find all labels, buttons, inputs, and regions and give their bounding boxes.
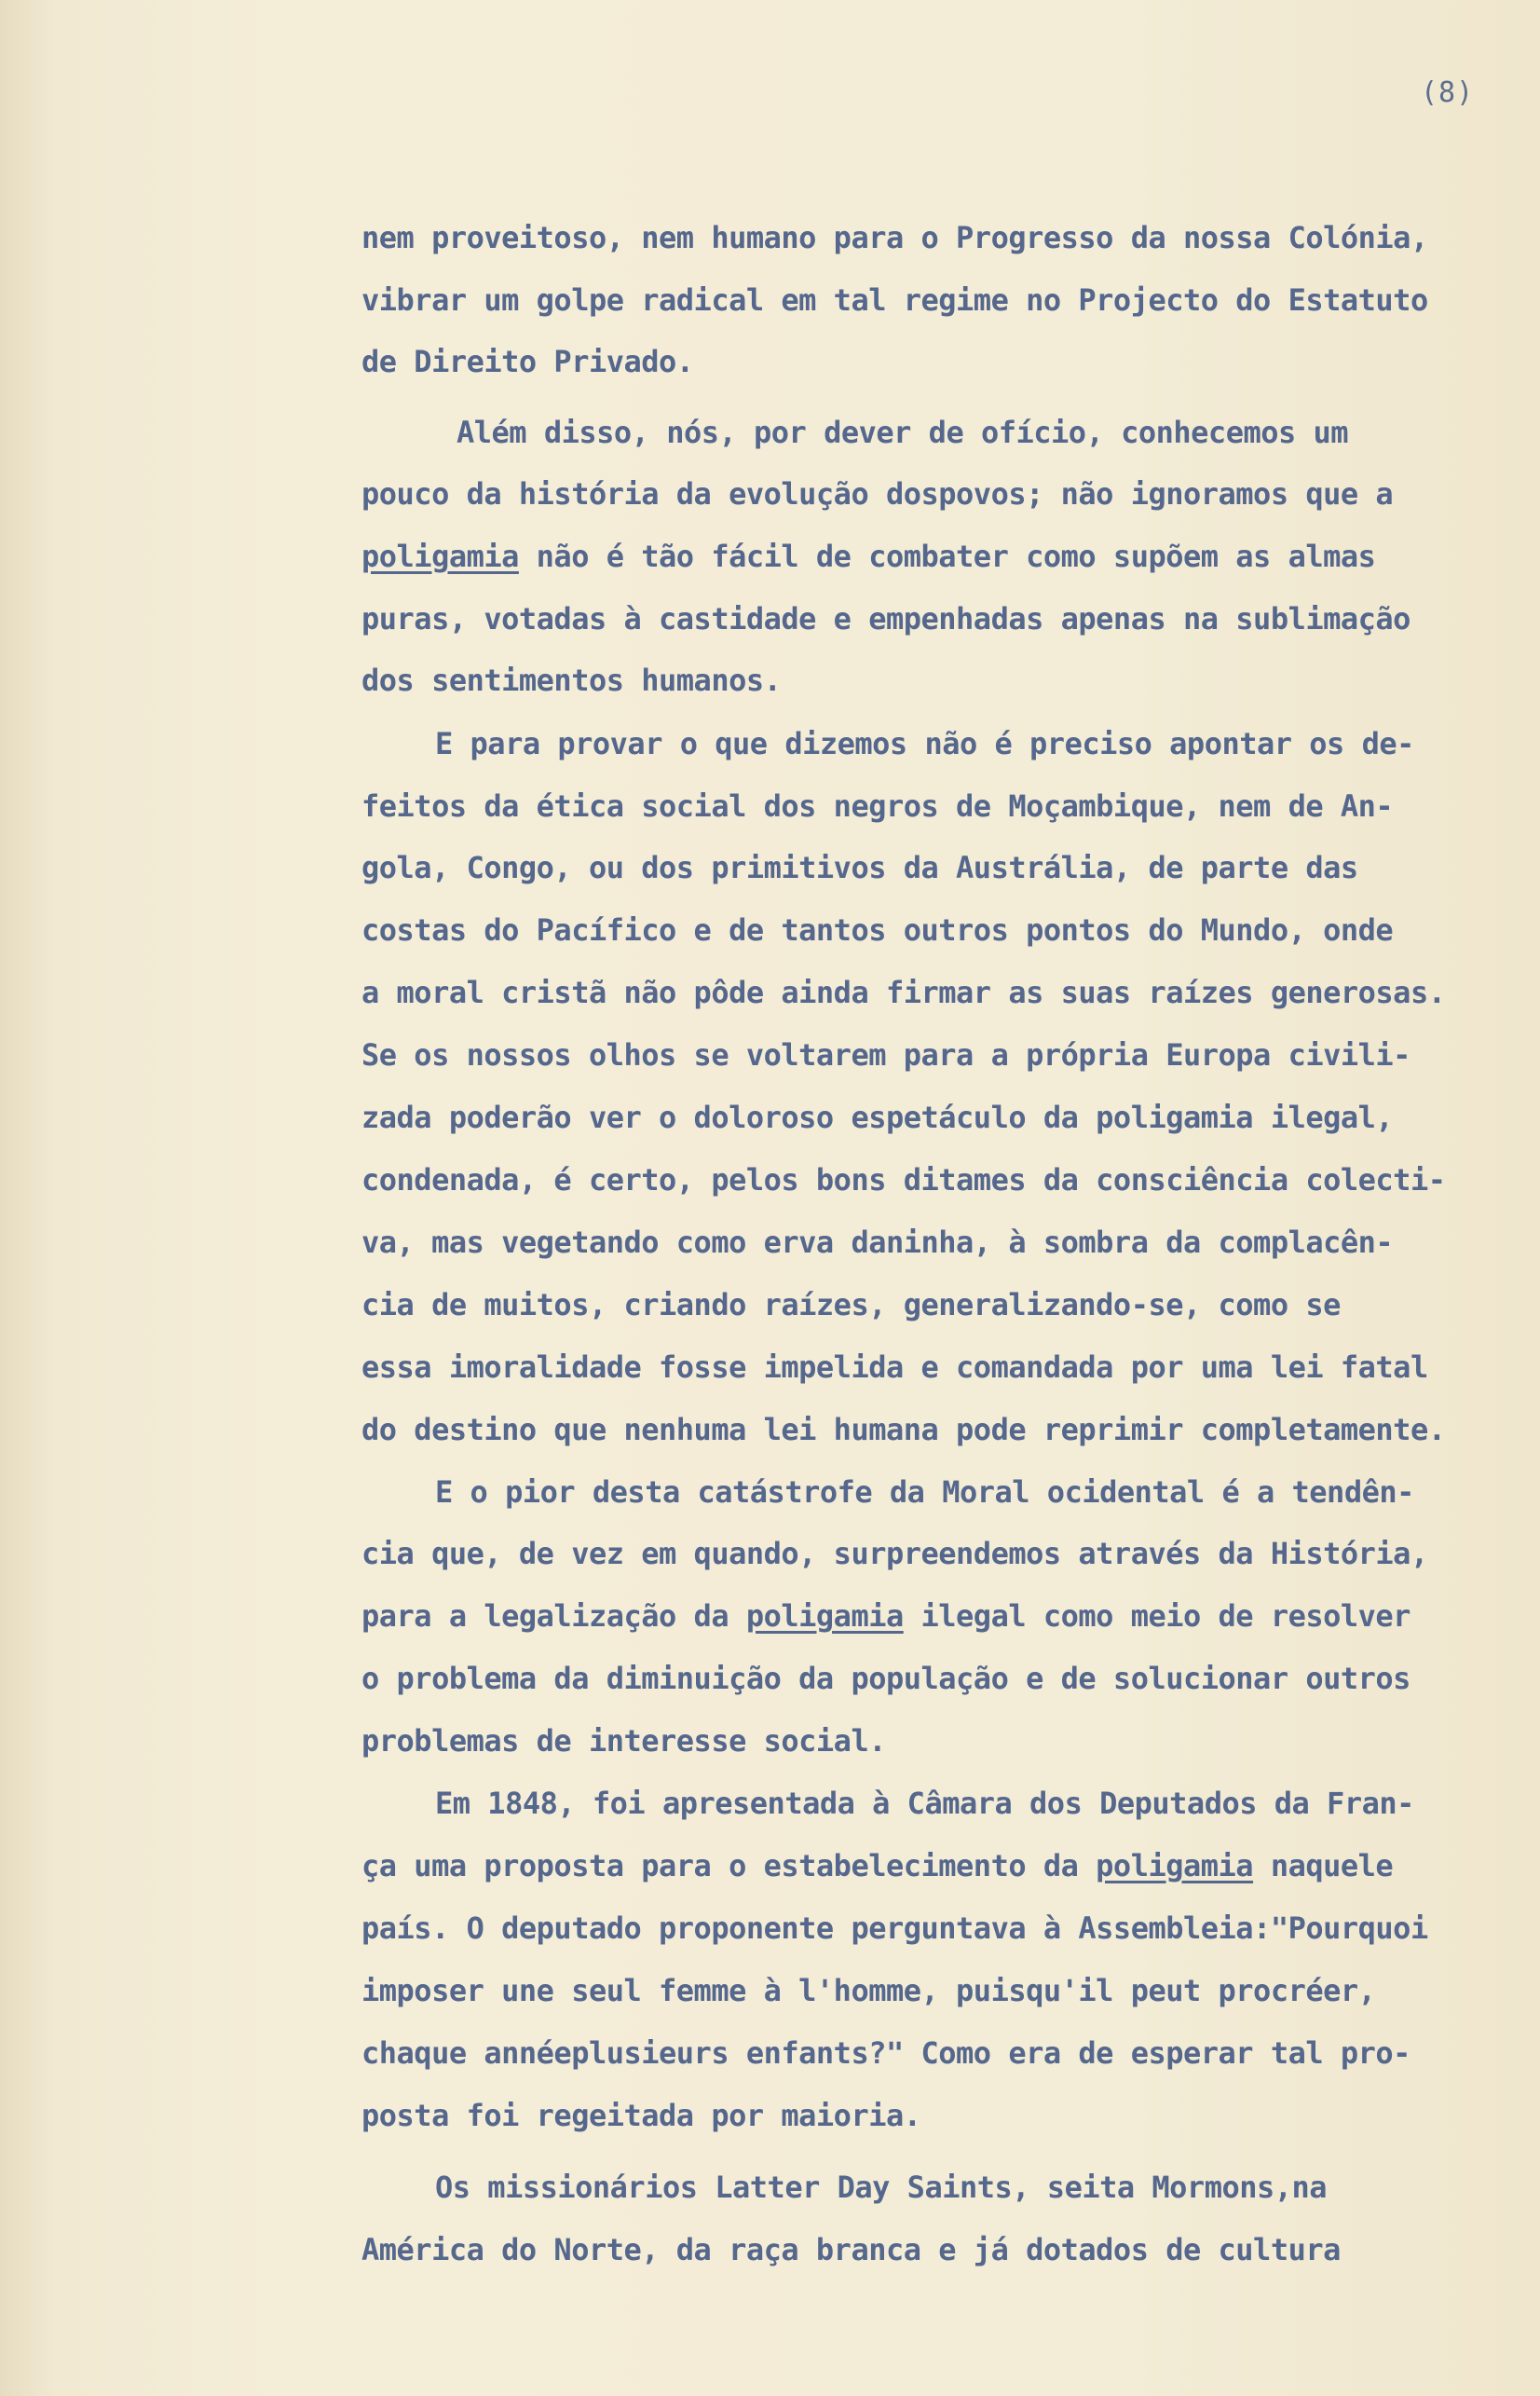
text-line: puras, votadas à castidade e empenhadas apenas na sublimação xyxy=(361,601,1411,637)
text-line: país. O deputado proponente perguntava à Assembleia:"Pourquoi xyxy=(361,1910,1428,1946)
text-line: condenada, é certo, pelos bons ditames da consciência colecti- xyxy=(361,1162,1446,1198)
text-line: ça uma proposta para o estabelecimento da poligamia naquele xyxy=(361,1848,1394,1883)
text-line: essa imoralidade fosse impelida e comandada por uma lei fatal xyxy=(361,1349,1428,1385)
text-line: Os missionários Latter Day Saints, seita Mormons,na xyxy=(435,2170,1328,2205)
underlined-term: poligamia xyxy=(1096,1848,1254,1883)
text-line: nem proveitoso, nem humano para o Progresso da nossa Colónia, xyxy=(361,220,1428,255)
text-line: costas do Pacífico e de tantos outros pontos do Mundo, onde xyxy=(361,912,1394,948)
text-line: Além disso, nós, por dever de ofício, conhecemos um xyxy=(457,415,1349,450)
text-line: do destino que nenhuma lei humana pode reprimir completamente. xyxy=(361,1412,1446,1447)
text-line: de Direito Privado. xyxy=(361,344,694,379)
text-line: dos sentimentos humanos. xyxy=(361,663,782,698)
text-line: para a legalização da poligamia ilegal como meio de resolver xyxy=(361,1598,1411,1634)
text-line: Em 1848, foi apresentada à Câmara dos Deputados da Fran- xyxy=(435,1786,1414,1821)
text-line: cia que, de vez em quando, surpreendemos através da História, xyxy=(361,1536,1428,1571)
text-line: E para provar o que dizemos não é preciso apontar os de- xyxy=(435,726,1414,761)
text-line: América do Norte, da raça branca e já dotados de cultura xyxy=(361,2232,1341,2267)
text-line: pouco da história da evolução dospovos; não ignoramos que a xyxy=(361,476,1394,512)
text-line: gola, Congo, ou dos primitivos da Austrália, de parte das xyxy=(361,850,1358,885)
text-line: E o pior desta catástrofe da Moral ocidental é a tendên- xyxy=(435,1474,1414,1510)
text-line: imposer une seul femme à l'homme, puisqu'il peut procréer, xyxy=(361,1973,1376,2008)
text-line: a moral cristã não pôde ainda firmar as suas raízes generosas. xyxy=(361,975,1446,1010)
text-line: Se os nossos olhos se voltarem para a própria Europa civili- xyxy=(361,1037,1411,1073)
text-line: vibrar um golpe radical em tal regime no Projecto do Estatuto xyxy=(361,282,1428,318)
underlined-term: poligamia xyxy=(361,539,519,574)
text-line: chaque annéeplusieurs enfants?" Como era de esperar tal pro- xyxy=(361,2035,1411,2071)
text-line: cia de muitos, criando raízes, generalizando-se, como se xyxy=(361,1287,1341,1322)
text-line: o problema da diminuição da população e de solucionar outros xyxy=(361,1661,1411,1696)
text-line: problemas de interesse social. xyxy=(361,1723,886,1759)
text-line: zada poderão ver o doloroso espetáculo da poligamia ilegal, xyxy=(361,1100,1394,1135)
text-line: posta foi regeitada por maioria. xyxy=(361,2098,921,2133)
text-line: feitos da ética social dos negros de Moçambique, nem de An- xyxy=(361,788,1394,824)
underlined-term: poligamia xyxy=(745,1598,904,1634)
page-number: (8) xyxy=(1421,76,1475,109)
text-line: poligamia não é tão fácil de combater como supõem as almas xyxy=(361,539,1376,574)
text-line: va, mas vegetando como erva daninha, à sombra da complacên- xyxy=(361,1225,1394,1260)
